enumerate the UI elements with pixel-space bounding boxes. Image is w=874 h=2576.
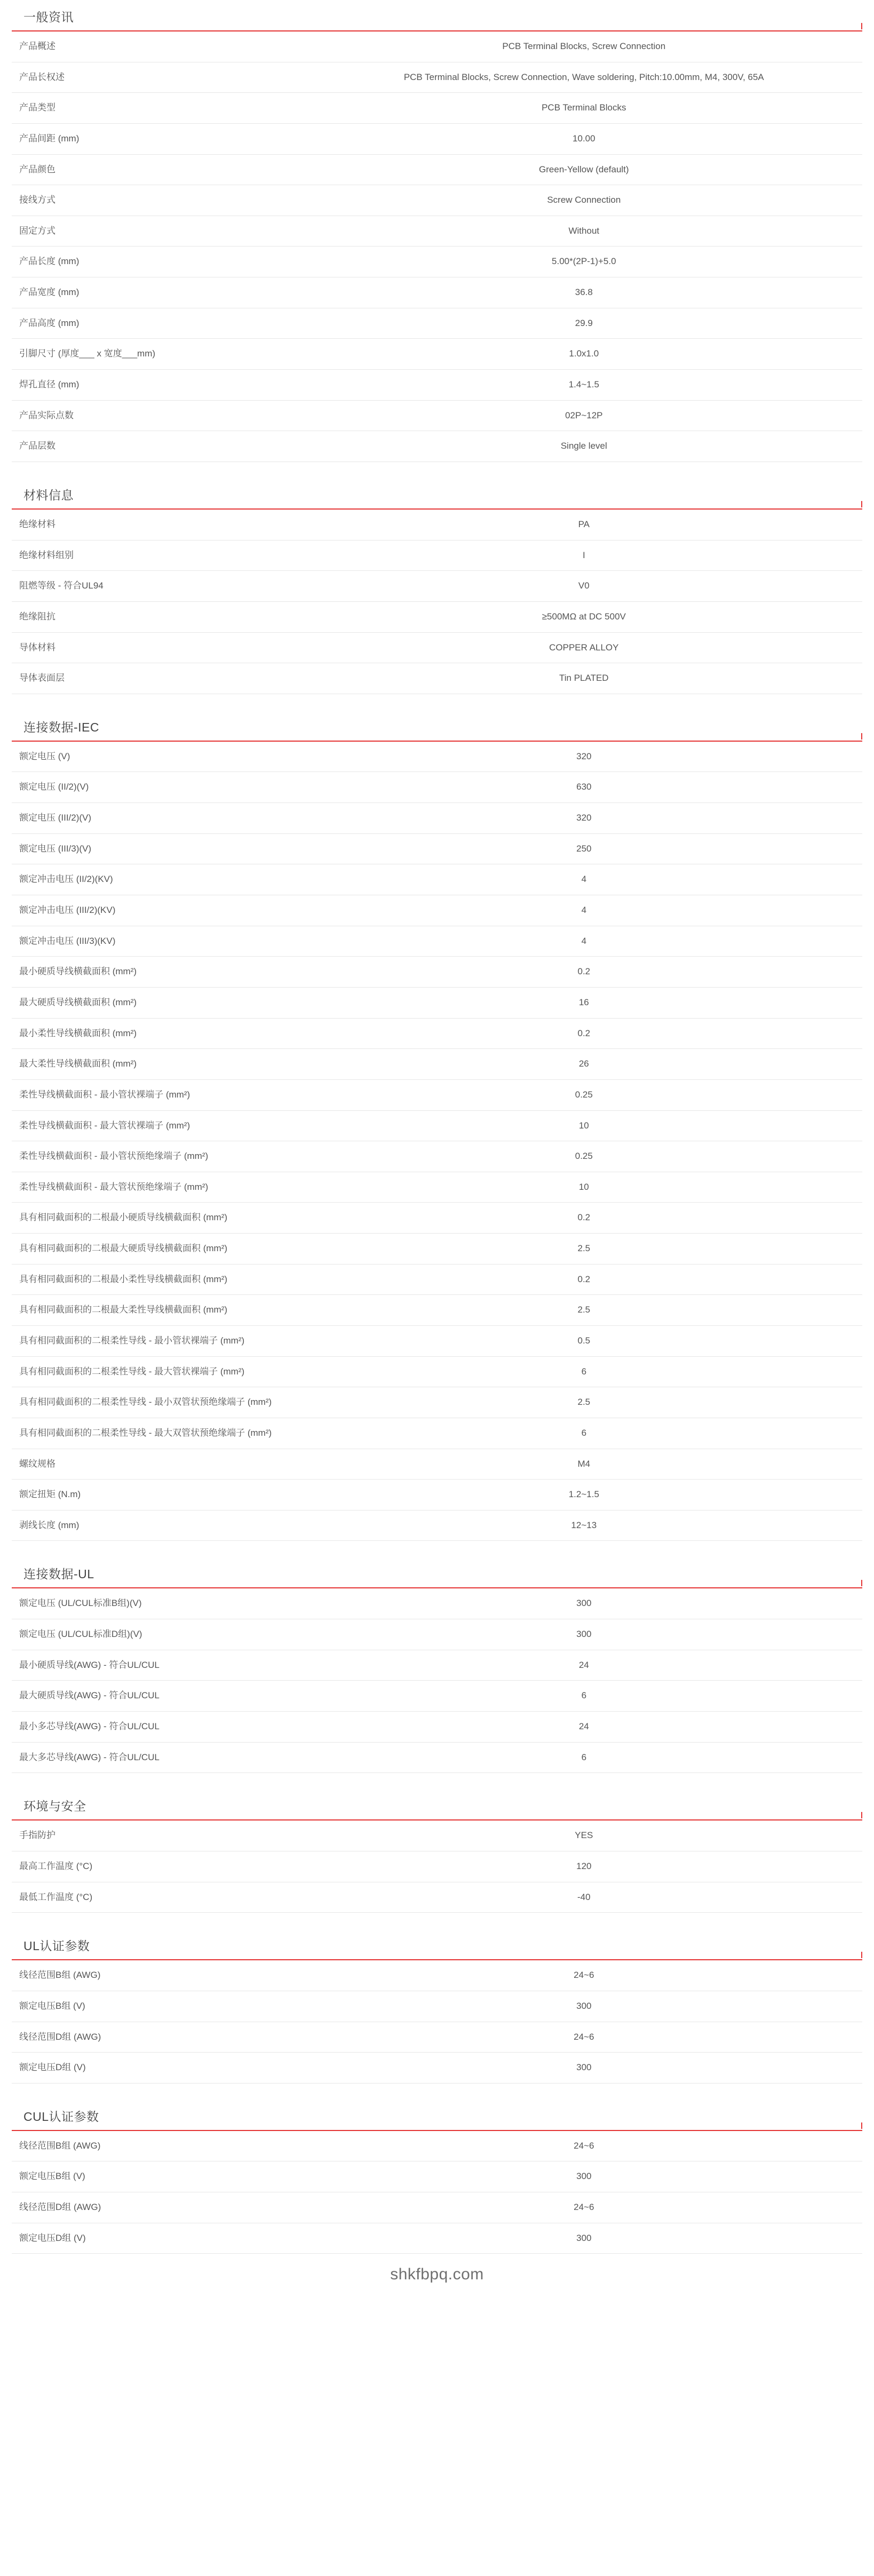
spec-value: 0.2 — [306, 957, 862, 988]
spec-key: 具有相同截面积的二根最小硬质导线横截面积 (mm²) — [12, 1203, 306, 1234]
spec-value: 1.2~1.5 — [306, 1480, 862, 1510]
table-row — [12, 1110, 862, 1141]
spec-value: 24~6 — [306, 1960, 862, 1991]
spec-key: 产品层数 — [12, 431, 306, 462]
spec-key: 产品高度 (mm) — [12, 308, 306, 339]
spec-value: 0.25 — [306, 1079, 862, 1110]
table-row — [12, 803, 862, 834]
table-row — [12, 1387, 862, 1418]
table-row — [12, 2022, 862, 2053]
spec-key: 绝缘材料组别 — [12, 540, 306, 571]
spec-value: 320 — [306, 803, 862, 834]
spec-value: 300 — [306, 1991, 862, 2022]
table-row — [12, 1510, 862, 1541]
spec-table — [12, 2131, 862, 2254]
spec-value: 2.5 — [306, 1295, 862, 1326]
table-row — [12, 1018, 862, 1049]
spec-key: 导体材料 — [12, 632, 306, 663]
table-row — [12, 926, 862, 957]
spec-key: 最小多芯导线(AWG) - 符合UL/CUL — [12, 1712, 306, 1743]
table-row — [12, 1619, 862, 1650]
spec-key: 接线方式 — [12, 185, 306, 216]
spec-section — [0, 1557, 874, 1789]
section-accent-tick — [861, 501, 862, 507]
table-row — [12, 1588, 862, 1619]
spec-value: V0 — [306, 571, 862, 602]
table-row — [12, 1712, 862, 1743]
spec-key: 引脚尺寸 (厚度___ x 宽度___mm) — [12, 339, 306, 370]
table-row — [12, 339, 862, 370]
spec-key: 具有相同截面积的二根柔性导线 - 最小双管状预绝缘端子 (mm²) — [12, 1387, 306, 1418]
table-row — [12, 601, 862, 632]
spec-key: 额定电压 (II/2)(V) — [12, 772, 306, 803]
spec-section — [0, 478, 874, 710]
spec-key: 剥线长度 (mm) — [12, 1510, 306, 1541]
table-row — [12, 277, 862, 308]
table-row — [12, 772, 862, 803]
section-spacer — [0, 1541, 874, 1557]
spec-key: 柔性导线横截面积 - 最小管状预绝缘端子 (mm²) — [12, 1141, 306, 1172]
table-row — [12, 895, 862, 926]
table-row — [12, 2192, 862, 2223]
spec-value: PA — [306, 510, 862, 540]
spec-value: 12~13 — [306, 1510, 862, 1541]
spec-table — [12, 1820, 862, 1913]
table-row — [12, 957, 862, 988]
table-row — [12, 62, 862, 93]
table-row — [12, 31, 862, 62]
spec-value: 120 — [306, 1851, 862, 1882]
spec-key: 额定电压D组 (V) — [12, 2053, 306, 2084]
spec-key: 产品实际点数 — [12, 400, 306, 431]
spec-value: 0.2 — [306, 1018, 862, 1049]
spec-value: 1.0x1.0 — [306, 339, 862, 370]
spec-value: M4 — [306, 1449, 862, 1480]
spec-table — [12, 1960, 862, 2084]
section-title: 连接数据-UL — [23, 1567, 94, 1581]
section-accent-tick — [861, 1812, 862, 1818]
spec-key: 额定电压B组 (V) — [12, 2161, 306, 2192]
section-spacer — [0, 694, 874, 710]
spec-key: 额定电压B组 (V) — [12, 1991, 306, 2022]
table-row — [12, 1295, 862, 1326]
spec-value: 10 — [306, 1110, 862, 1141]
spec-value: 320 — [306, 742, 862, 772]
table-row — [12, 1960, 862, 1991]
spec-value: Without — [306, 216, 862, 247]
table-row — [12, 632, 862, 663]
table-row — [12, 742, 862, 772]
spec-section — [0, 0, 874, 478]
spec-value: Screw Connection — [306, 185, 862, 216]
section-spacer — [0, 2084, 874, 2100]
watermark: shkfbpq.com — [390, 2265, 484, 2284]
section-spacer — [0, 1773, 874, 1789]
table-row — [12, 2161, 862, 2192]
table-row — [12, 154, 862, 185]
spec-key: 产品长权述 — [12, 62, 306, 93]
spec-key: 额定电压 (UL/CUL标准B组)(V) — [12, 1588, 306, 1619]
table-row — [12, 663, 862, 694]
spec-key: 额定冲击电压 (III/2)(KV) — [12, 895, 306, 926]
spec-value: 02P~12P — [306, 400, 862, 431]
table-row — [12, 1141, 862, 1172]
spec-value: 0.2 — [306, 1203, 862, 1234]
spec-key: 额定电压 (III/3)(V) — [12, 833, 306, 864]
spec-key: 具有相同截面积的二根柔性导线 - 最大管状裸端子 (mm²) — [12, 1356, 306, 1387]
spec-value: 24 — [306, 1650, 862, 1681]
spec-section — [0, 2100, 874, 2270]
spec-key: 产品颜色 — [12, 154, 306, 185]
table-row — [12, 510, 862, 540]
spec-value: 29.9 — [306, 308, 862, 339]
table-row — [12, 1203, 862, 1234]
spec-key: 产品长度 (mm) — [12, 247, 306, 277]
spec-value: 630 — [306, 772, 862, 803]
spec-key: 最小柔性导线横截面积 (mm²) — [12, 1018, 306, 1049]
section-header — [12, 1789, 862, 1820]
spec-value: PCB Terminal Blocks, Screw Connection — [306, 31, 862, 62]
table-row — [12, 1264, 862, 1295]
spec-value: 2.5 — [306, 1387, 862, 1418]
table-row — [12, 185, 862, 216]
section-accent-tick — [861, 23, 862, 29]
spec-value: 300 — [306, 1588, 862, 1619]
spec-key: 手指防护 — [12, 1820, 306, 1851]
spec-key: 阻燃等级 - 符合UL94 — [12, 571, 306, 602]
spec-value: 24~6 — [306, 2131, 862, 2161]
table-row — [12, 1418, 862, 1449]
spec-key: 额定电压 (UL/CUL标准D组)(V) — [12, 1619, 306, 1650]
section-title: 一般资讯 — [23, 10, 74, 24]
table-row — [12, 1172, 862, 1203]
spec-section — [0, 710, 874, 1557]
spec-value: 6 — [306, 1742, 862, 1773]
spec-key: 具有相同截面积的二根最小柔性导线横截面积 (mm²) — [12, 1264, 306, 1295]
spec-key: 额定扭矩 (N.m) — [12, 1480, 306, 1510]
section-accent-tick — [861, 2122, 862, 2129]
spec-value: 0.5 — [306, 1325, 862, 1356]
spec-key: 线径范围B组 (AWG) — [12, 1960, 306, 1991]
section-title: CUL认证参数 — [23, 2109, 99, 2124]
table-row — [12, 1049, 862, 1080]
spec-key: 线径范围D组 (AWG) — [12, 2192, 306, 2223]
table-row — [12, 1851, 862, 1882]
spec-key: 产品宽度 (mm) — [12, 277, 306, 308]
table-row — [12, 1820, 862, 1851]
spec-key: 具有相同截面积的二根最大硬质导线横截面积 (mm²) — [12, 1234, 306, 1265]
spec-key: 绝缘阻抗 — [12, 601, 306, 632]
table-row — [12, 123, 862, 154]
spec-value: 10 — [306, 1172, 862, 1203]
spec-section — [0, 1929, 874, 2100]
spec-value: PCB Terminal Blocks — [306, 93, 862, 124]
spec-value: 300 — [306, 2053, 862, 2084]
table-row — [12, 370, 862, 401]
spec-value: 10.00 — [306, 123, 862, 154]
spec-value: 16 — [306, 987, 862, 1018]
spec-section — [0, 1789, 874, 1929]
spec-value: ≥500MΩ at DC 500V — [306, 601, 862, 632]
spec-value: 26 — [306, 1049, 862, 1080]
spec-key: 绝缘材料 — [12, 510, 306, 540]
table-row — [12, 833, 862, 864]
table-row — [12, 1449, 862, 1480]
spec-value: I — [306, 540, 862, 571]
table-row — [12, 1325, 862, 1356]
spec-key: 具有相同截面积的二根柔性导线 - 最小管状裸端子 (mm²) — [12, 1325, 306, 1356]
spec-key: 额定电压D组 (V) — [12, 2223, 306, 2254]
spec-key: 柔性导线横截面积 - 最大管状预绝缘端子 (mm²) — [12, 1172, 306, 1203]
section-spacer — [0, 462, 874, 478]
section-title: UL认证参数 — [23, 1939, 90, 1953]
spec-value: 2.5 — [306, 1234, 862, 1265]
spec-value: 6 — [306, 1356, 862, 1387]
spec-value: 300 — [306, 2161, 862, 2192]
table-row — [12, 1681, 862, 1712]
spec-value: YES — [306, 1820, 862, 1851]
table-row — [12, 571, 862, 602]
section-accent-tick — [861, 1952, 862, 1958]
section-header — [12, 1929, 862, 1960]
spec-key: 焊孔直径 (mm) — [12, 370, 306, 401]
spec-value: 0.2 — [306, 1264, 862, 1295]
spec-key: 最小硬质导线横截面积 (mm²) — [12, 957, 306, 988]
spec-value: PCB Terminal Blocks, Screw Connection, Wave soldering, Pitch:10.00mm, M4, 300V, 65A — [306, 62, 862, 93]
spec-key: 产品类型 — [12, 93, 306, 124]
section-spacer — [0, 1913, 874, 1929]
spec-value: 300 — [306, 2223, 862, 2254]
spec-key: 固定方式 — [12, 216, 306, 247]
spec-value: 1.4~1.5 — [306, 370, 862, 401]
table-row — [12, 1882, 862, 1913]
table-row — [12, 1079, 862, 1110]
table-row — [12, 1480, 862, 1510]
spec-value: -40 — [306, 1882, 862, 1913]
section-title: 材料信息 — [23, 488, 74, 502]
spec-key: 额定冲击电压 (II/2)(KV) — [12, 864, 306, 895]
spec-key: 柔性导线横截面积 - 最小管状裸端子 (mm²) — [12, 1079, 306, 1110]
spec-value: 24~6 — [306, 2022, 862, 2053]
section-accent-tick — [861, 1580, 862, 1586]
spec-key: 柔性导线横截面积 - 最大管状裸端子 (mm²) — [12, 1110, 306, 1141]
table-row — [12, 93, 862, 124]
table-row — [12, 1991, 862, 2022]
spec-value: Green-Yellow (default) — [306, 154, 862, 185]
spec-value: 4 — [306, 895, 862, 926]
spec-key: 线径范围B组 (AWG) — [12, 2131, 306, 2161]
spec-key: 产品概述 — [12, 31, 306, 62]
spec-key: 额定电压 (V) — [12, 742, 306, 772]
spec-key: 螺纹规格 — [12, 1449, 306, 1480]
section-header — [12, 478, 862, 510]
spec-key: 具有相同截面积的二根最大柔性导线横截面积 (mm²) — [12, 1295, 306, 1326]
section-accent-tick — [861, 733, 862, 740]
section-header — [12, 2100, 862, 2131]
spec-value: 6 — [306, 1681, 862, 1712]
spec-key: 额定冲击电压 (III/3)(KV) — [12, 926, 306, 957]
spec-table — [12, 510, 862, 694]
spec-key: 最大柔性导线横截面积 (mm²) — [12, 1049, 306, 1080]
spec-value: 0.25 — [306, 1141, 862, 1172]
table-row — [12, 1356, 862, 1387]
spec-value: 300 — [306, 1619, 862, 1650]
spec-key: 最大硬质导线横截面积 (mm²) — [12, 987, 306, 1018]
spec-value: COPPER ALLOY — [306, 632, 862, 663]
section-title: 环境与安全 — [23, 1799, 86, 1814]
spec-key: 最大硬质导线(AWG) - 符合UL/CUL — [12, 1681, 306, 1712]
spec-value: 36.8 — [306, 277, 862, 308]
table-row — [12, 1650, 862, 1681]
spec-key: 最高工作温度 (°C) — [12, 1851, 306, 1882]
spec-table — [12, 1588, 862, 1773]
spec-value: Tin PLATED — [306, 663, 862, 694]
section-title: 连接数据-IEC — [23, 720, 99, 734]
table-row — [12, 2131, 862, 2161]
spec-table — [12, 742, 862, 1541]
spec-table — [12, 31, 862, 462]
spec-key: 产品间距 (mm) — [12, 123, 306, 154]
table-row — [12, 216, 862, 247]
spec-key: 最大多芯导线(AWG) - 符合UL/CUL — [12, 1742, 306, 1773]
spec-value: Single level — [306, 431, 862, 462]
table-row — [12, 308, 862, 339]
spec-value: 6 — [306, 1418, 862, 1449]
table-row — [12, 864, 862, 895]
table-row — [12, 540, 862, 571]
spec-key: 额定电压 (III/2)(V) — [12, 803, 306, 834]
spec-value: 24 — [306, 1712, 862, 1743]
table-row — [12, 2223, 862, 2254]
spec-value: 250 — [306, 833, 862, 864]
spec-key: 最低工作温度 (°C) — [12, 1882, 306, 1913]
spec-value: 4 — [306, 926, 862, 957]
spec-value: 4 — [306, 864, 862, 895]
table-row — [12, 2053, 862, 2084]
table-row — [12, 247, 862, 277]
table-row — [12, 431, 862, 462]
spec-value: 24~6 — [306, 2192, 862, 2223]
spec-key: 导体表面层 — [12, 663, 306, 694]
table-row — [12, 1234, 862, 1265]
table-row — [12, 400, 862, 431]
spec-key: 线径范围D组 (AWG) — [12, 2022, 306, 2053]
spec-key: 最小硬质导线(AWG) - 符合UL/CUL — [12, 1650, 306, 1681]
section-header — [12, 710, 862, 742]
spec-value: 5.00*(2P-1)+5.0 — [306, 247, 862, 277]
table-row — [12, 987, 862, 1018]
table-row — [12, 1742, 862, 1773]
section-header — [12, 0, 862, 31]
spec-key: 具有相同截面积的二根柔性导线 - 最大双管状预绝缘端子 (mm²) — [12, 1418, 306, 1449]
section-header — [12, 1557, 862, 1588]
